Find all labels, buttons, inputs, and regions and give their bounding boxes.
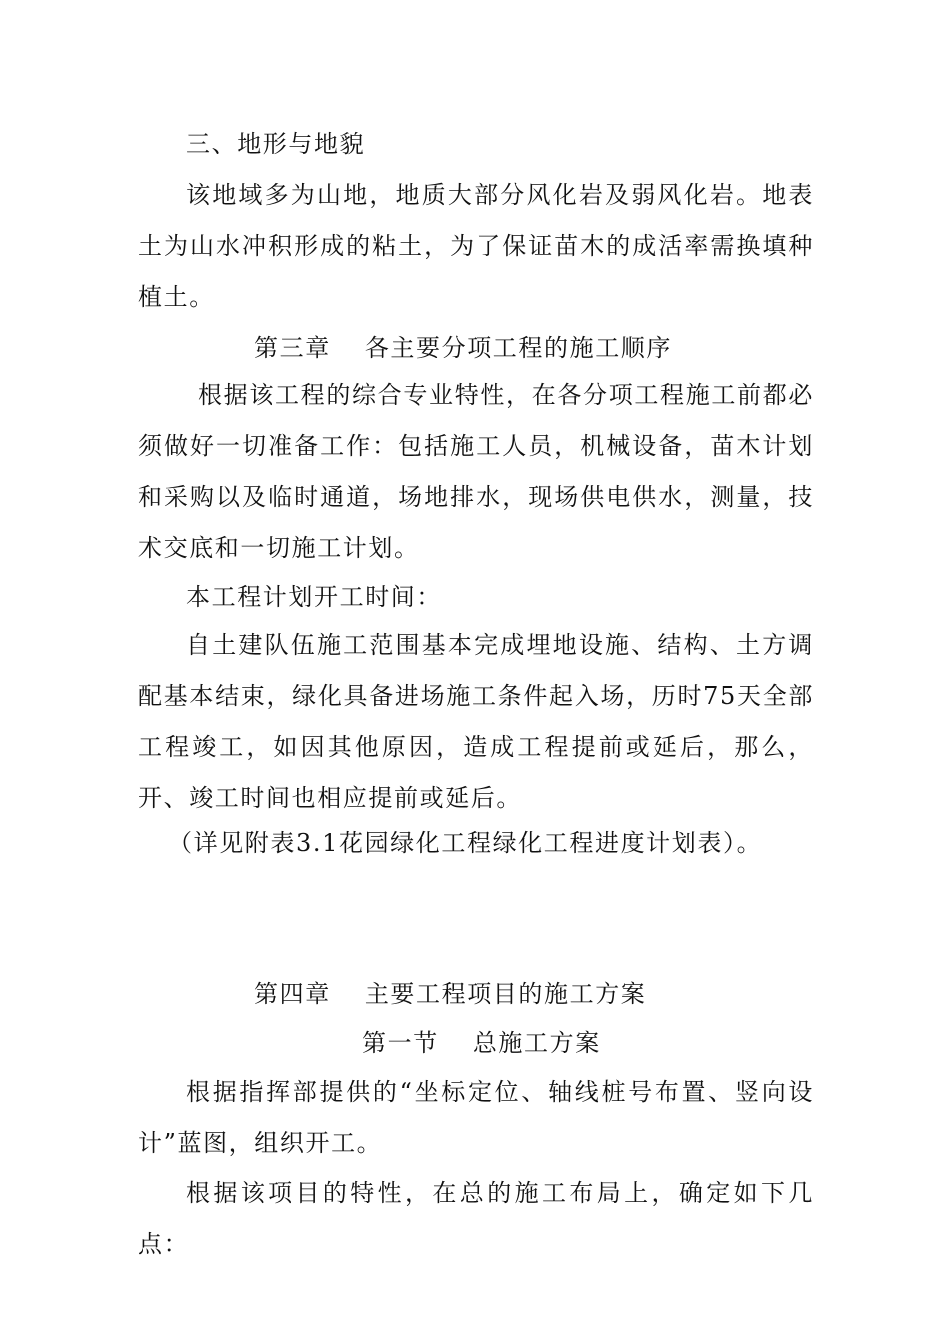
paragraph-terrain: 该地域多为山地，地质大部分风化岩及弱风化岩。地表土为山水冲积形成的粘土，为了保证苗木的成活率需换填种植土。 (138, 181, 814, 311)
paragraph-blueprint: 根据指挥部提供的“坐标定位、轴线桩号布置、竖向设计”蓝图，组织开工。 (138, 1078, 814, 1157)
section-1-heading (362, 1018, 601, 1069)
chapter-4-heading (254, 969, 646, 1020)
paragraph-schedule: 自土建队伍施工范围基本完成埋地设施、结构、土方调配基本结束，绿化具备进场施工条件起入场，历时75天全部工程竣工，如因其他原因，造成工程提前或延后，那么，开、竣工时间也相应提前或延后。 (138, 631, 814, 812)
chapter-4-title: 主要工程项目的施工方案 (364, 980, 647, 1008)
section-1-title: 总施工方案 (472, 1029, 601, 1057)
chapter-3-heading (254, 323, 672, 374)
section-heading-terrain: 三、地形与地貌 (186, 130, 366, 158)
paragraph-layout: 根据该项目的特性，在总的施工布局上，确定如下几点： (138, 1179, 814, 1258)
paragraph-reference: （详见附表3.1花园绿化工程绿化工程进度计划表）。 (168, 829, 763, 857)
paragraph-preparation: 根据该工程的综合专业特性，在各分项工程施工前都必须做好一切准备工作：包括施工人员，机械设备，苗木计划和采购以及临时通道，场地排水，现场供电供水，测量，技术交底和一切施工计划。 (138, 381, 814, 562)
chapter-4-number: 第四章 (254, 980, 331, 1008)
chapter-3-number: 第三章 (254, 334, 331, 362)
section-1-number: 第一节 (362, 1029, 439, 1057)
paragraph-plan-label: 本工程计划开工时间： (186, 583, 442, 611)
chapter-3-title: 各主要分项工程的施工顺序 (364, 334, 673, 362)
